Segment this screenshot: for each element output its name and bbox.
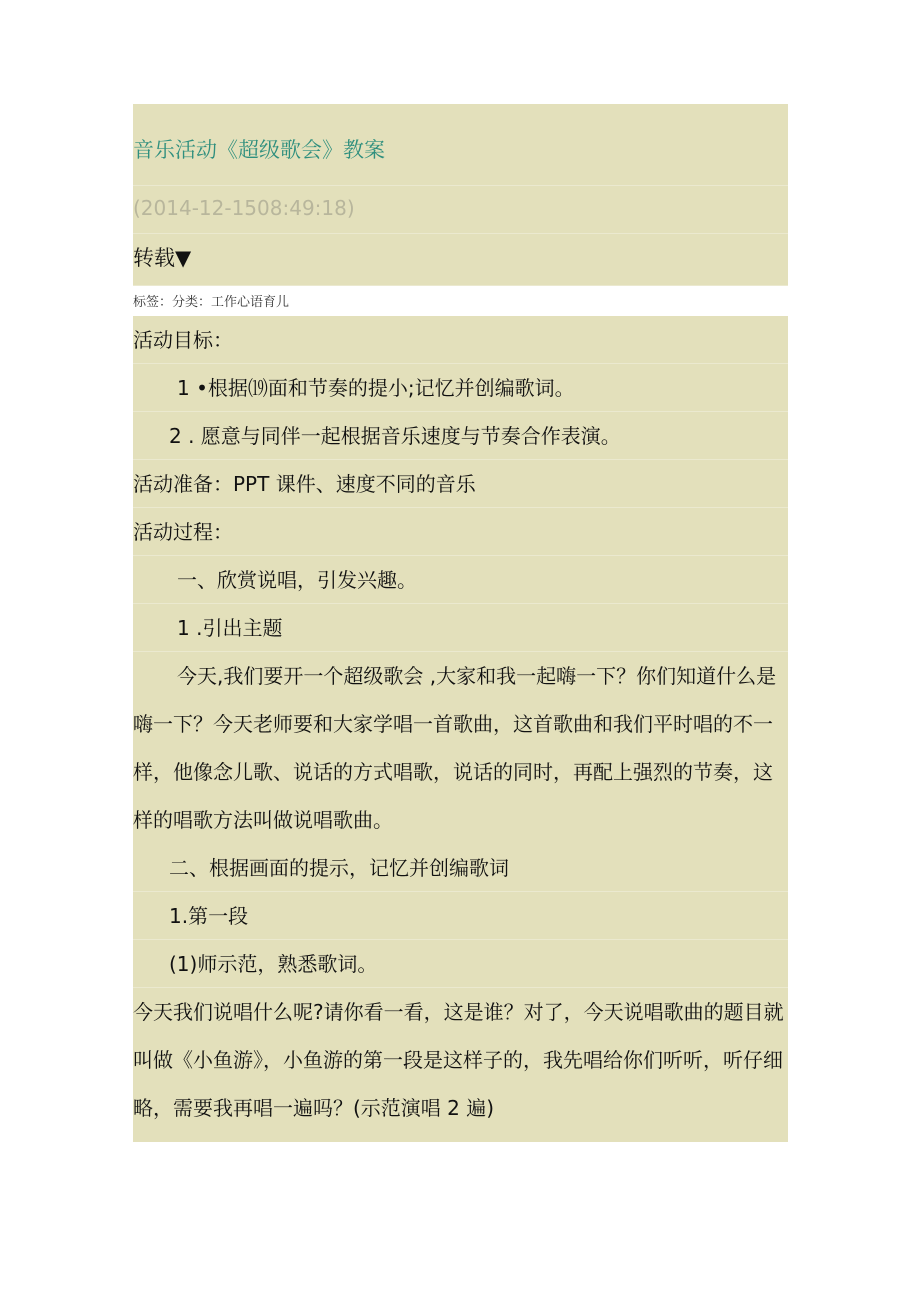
- repost-dropdown[interactable]: 转载▼: [133, 234, 788, 286]
- article-title[interactable]: 音乐活动《超级歌会》教案: [133, 104, 788, 186]
- step-2-1-heading: 1.第一段: [133, 892, 788, 940]
- bottom-spacer: [133, 1132, 788, 1142]
- publish-date: (2014-12-1508:49:18): [133, 186, 788, 234]
- paragraph-2: [133, 988, 788, 1132]
- content-block: [133, 316, 788, 1142]
- step-1-heading: 一、欣赏说唱，引发兴趣。: [133, 556, 788, 604]
- paragraph-1: [133, 652, 788, 844]
- preparation-line: 活动准备：PPT 课件、速度不同的音乐: [133, 460, 788, 508]
- paragraph-1-text: 今天,我们要开一个超级歌会 ,大家和我一起嗨一下？你们知道什么是嗨一下？今天老师要和大家学唱一首歌曲，这首歌曲和我们平时唱的不一样，他像念儿歌、说话的方式唱歌，说话的同时，再配上强烈的节奏，这样的唱歌方法叫做说唱歌曲。: [133, 664, 777, 832]
- tags-line: 标签：分类：工作心语育儿: [133, 286, 788, 316]
- paragraph-2-text: 今天我们说唱什么呢?请你看一看，这是谁？对了，今天说唱歌曲的题目就叫做《小鱼游》，小鱼游的第一段是这样子的，我先唱给你们听听，听仔细略，需要我再唱一遍吗？(示范演唱 2 遍): [133, 1000, 784, 1120]
- process-heading: 活动过程：: [133, 508, 788, 556]
- goal-item-2: 2 . 愿意与同伴一起根据音乐速度与节奏合作表演。: [133, 412, 788, 460]
- step-1-1-heading: 1 .引出主题: [133, 604, 788, 652]
- goal-item-1: 1 •根据⒆面和节奏的提小;记忆并创编歌词。: [133, 364, 788, 412]
- header-block: [133, 104, 788, 286]
- step-2-heading: 二、根据画面的提示，记忆并创编歌词: [133, 844, 788, 892]
- document-page: [133, 104, 788, 1142]
- step-2-1-1-heading: (1)师示范，熟悉歌词。: [133, 940, 788, 988]
- goal-heading: 活动目标：: [133, 316, 788, 364]
